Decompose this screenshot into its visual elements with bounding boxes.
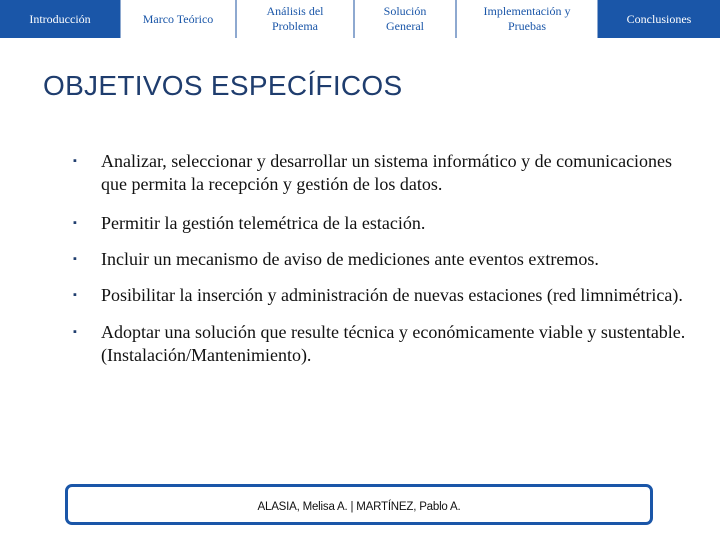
list-item: [73, 150, 693, 196]
list-item: [73, 248, 693, 271]
bullet-square-icon: ▪: [73, 326, 77, 338]
bullet-text: Incluir un mecanismo de aviso de mediciones ante eventos extremos.: [101, 249, 599, 269]
bullet-text: Adoptar una solución que resulte técnica y económicamente viable y sustentable. (Instalación/Mantenimiento).: [101, 322, 686, 365]
footer-authors: ALASIA, Melisa A. | MARTÍNEZ, Pablo A.: [257, 501, 461, 513]
tab-analisis-del-problema[interactable]: [236, 0, 354, 38]
tab-label: Conclusiones: [626, 11, 692, 26]
tab-introduccion[interactable]: [0, 0, 120, 38]
tab-label: Análisis del Problema: [266, 4, 324, 33]
list-item: [73, 212, 693, 235]
tab-conclusiones[interactable]: [598, 0, 720, 38]
objectives-list: [73, 150, 693, 367]
list-item: [73, 321, 693, 367]
slide-title: OBJETIVOS ESPECÍFICOS: [43, 70, 403, 101]
tab-label: Implementación y Pruebas: [483, 4, 571, 33]
tab-implementacion-y-pruebas[interactable]: [456, 0, 598, 38]
tab-label: Introducción: [29, 11, 91, 26]
bullet-text: Permitir la gestión telemétrica de la estación.: [101, 213, 426, 233]
tab-label: Marco Teórico: [142, 11, 214, 26]
list-item: [73, 284, 693, 307]
footer-authors-box: [65, 484, 653, 525]
bullet-square-icon: ▪: [73, 155, 77, 167]
bullet-square-icon: ▪: [73, 253, 77, 265]
bullet-square-icon: ▪: [73, 217, 77, 229]
tab-label: Solución General: [383, 4, 427, 33]
bullet-square-icon: ▪: [73, 289, 77, 301]
bullet-text: Posibilitar la inserción y administración de nuevas estaciones (red limnimétrica).: [101, 285, 683, 305]
bullet-text: Analizar, seleccionar y desarrollar un sistema informático y de comunicaciones que permita la recepción y gestión de los datos.: [101, 151, 673, 194]
tab-marco-teorico[interactable]: [120, 0, 236, 38]
tab-solucion-general[interactable]: [354, 0, 456, 38]
section-nav: [0, 0, 720, 44]
